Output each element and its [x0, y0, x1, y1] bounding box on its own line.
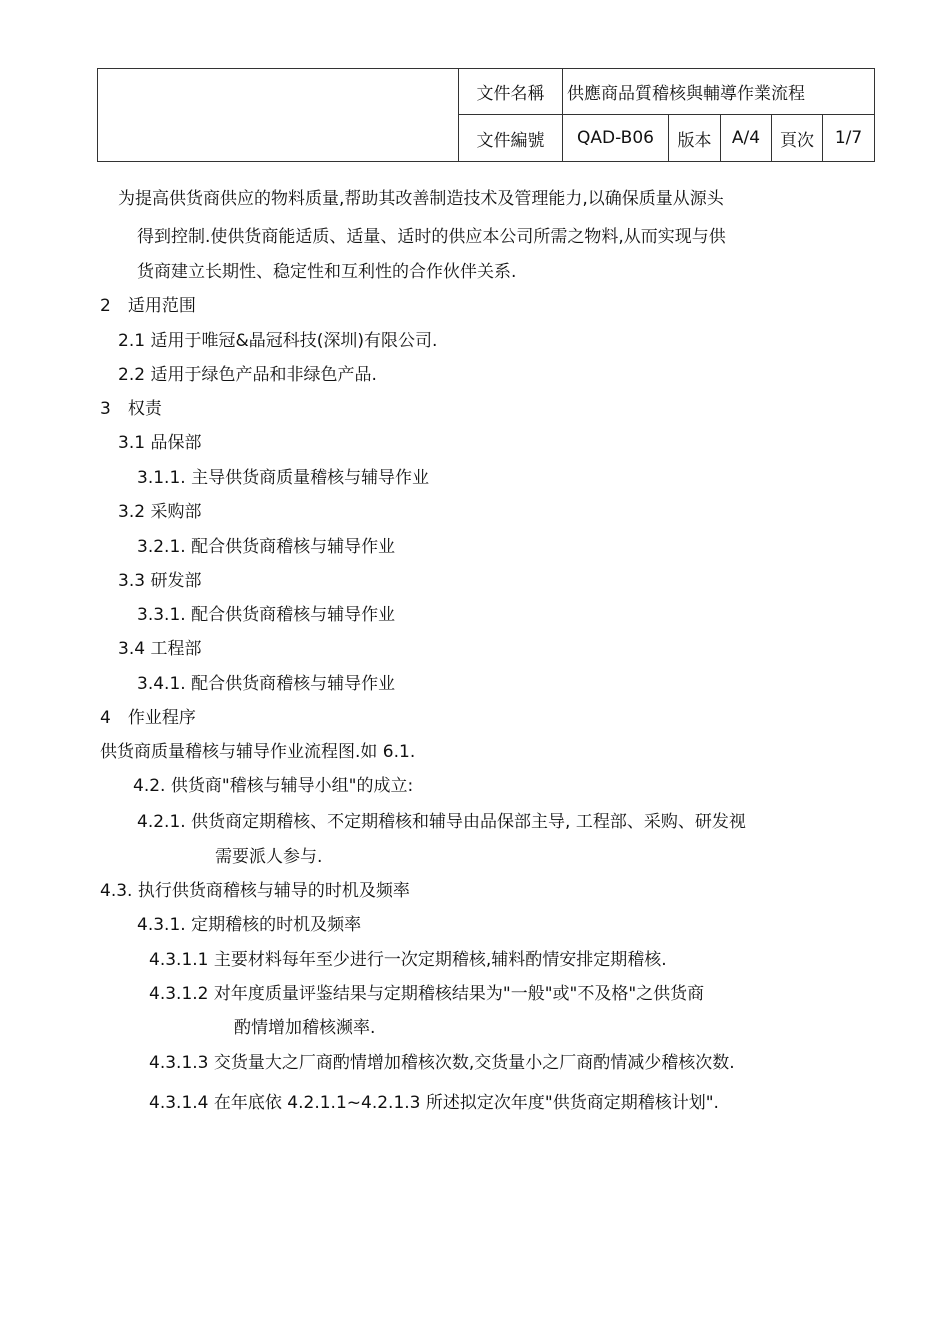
section-3-heading: 3 权责 [100, 399, 162, 419]
version-value: A/4 [721, 115, 772, 162]
doc-code-label: 文件編號 [459, 115, 563, 162]
item-4-3: 4.3. 执行供货商稽核与辅导的时机及频率 [100, 881, 410, 901]
item-4-3-1-4: 4.3.1.4 在年底依 4.2.1.1~4.2.1.3 所述拟定次年度"供货商定期稽核计划". [149, 1093, 719, 1113]
item-3-2-1: 3.2.1. 配合供货商稽核与辅导作业 [137, 537, 396, 557]
item-3-3: 3.3 研发部 [118, 571, 202, 591]
page-label: 頁次 [772, 115, 823, 162]
purpose-line-1: 为提高供货商供应的物料质量,帮助其改善制造技术及管理能力,以确保质量从源头 [118, 189, 724, 209]
item-4-2: 4.2. 供货商"稽核与辅导小组"的成立: [133, 776, 414, 796]
item-4-2-1-line-1: 4.2.1. 供货商定期稽核、不定期稽核和辅导由品保部主导, 工程部、采购、研发视 [137, 812, 746, 832]
item-2-1: 2.1 适用于唯冠&晶冠科技(深圳)有限公司. [118, 331, 438, 351]
item-4-2-1-line-2: 需要派人参与. [215, 847, 323, 867]
logo-cell [98, 69, 459, 162]
item-4-3-1-2-line-2: 酌情增加稽核濒率. [234, 1018, 376, 1038]
item-4-3-1: 4.3.1. 定期稽核的时机及频率 [137, 915, 362, 935]
item-2-2: 2.2 适用于绿色产品和非绿色产品. [118, 365, 377, 385]
section-4-heading: 4 作业程序 [100, 708, 196, 728]
doc-code-value: QAD-B06 [563, 115, 669, 162]
item-3-4: 3.4 工程部 [118, 639, 202, 659]
item-4-3-1-1: 4.3.1.1 主要材料每年至少进行一次定期稽核,辅料酌情安排定期稽核. [149, 950, 667, 970]
item-4-3-1-2-line-1: 4.3.1.2 对年度质量评鉴结果与定期稽核结果为"一般"或"不及格"之供货商 [149, 984, 705, 1004]
purpose-line-2: 得到控制.使供货商能适质、适量、适时的供应本公司所需之物料,从而实现与供 [137, 227, 726, 247]
item-3-3-1: 3.3.1. 配合供货商稽核与辅导作业 [137, 605, 396, 625]
item-3-4-1: 3.4.1. 配合供货商稽核与辅导作业 [137, 674, 396, 694]
item-3-1: 3.1 品保部 [118, 433, 202, 453]
item-3-1-1: 3.1.1. 主导供货商质量稽核与辅导作业 [137, 468, 430, 488]
section-2-heading: 2 适用范围 [100, 296, 196, 316]
item-3-2: 3.2 采购部 [118, 502, 202, 522]
version-label: 版本 [669, 115, 721, 162]
item-4-3-1-3: 4.3.1.3 交货量大之厂商酌情增加稽核次数,交货量小之厂商酌情减少稽核次数. [149, 1053, 735, 1073]
item-4-1: 供货商质量稽核与辅导作业流程图.如 6.1. [100, 742, 416, 762]
document-header-table [97, 68, 875, 162]
doc-name-value: 供應商品質稽核與輔導作業流程 [563, 69, 875, 115]
purpose-line-3: 货商建立长期性、稳定性和互利性的合作伙伴关系. [137, 262, 517, 282]
page-value: 1/7 [823, 115, 875, 162]
doc-name-label: 文件名稱 [459, 69, 563, 115]
